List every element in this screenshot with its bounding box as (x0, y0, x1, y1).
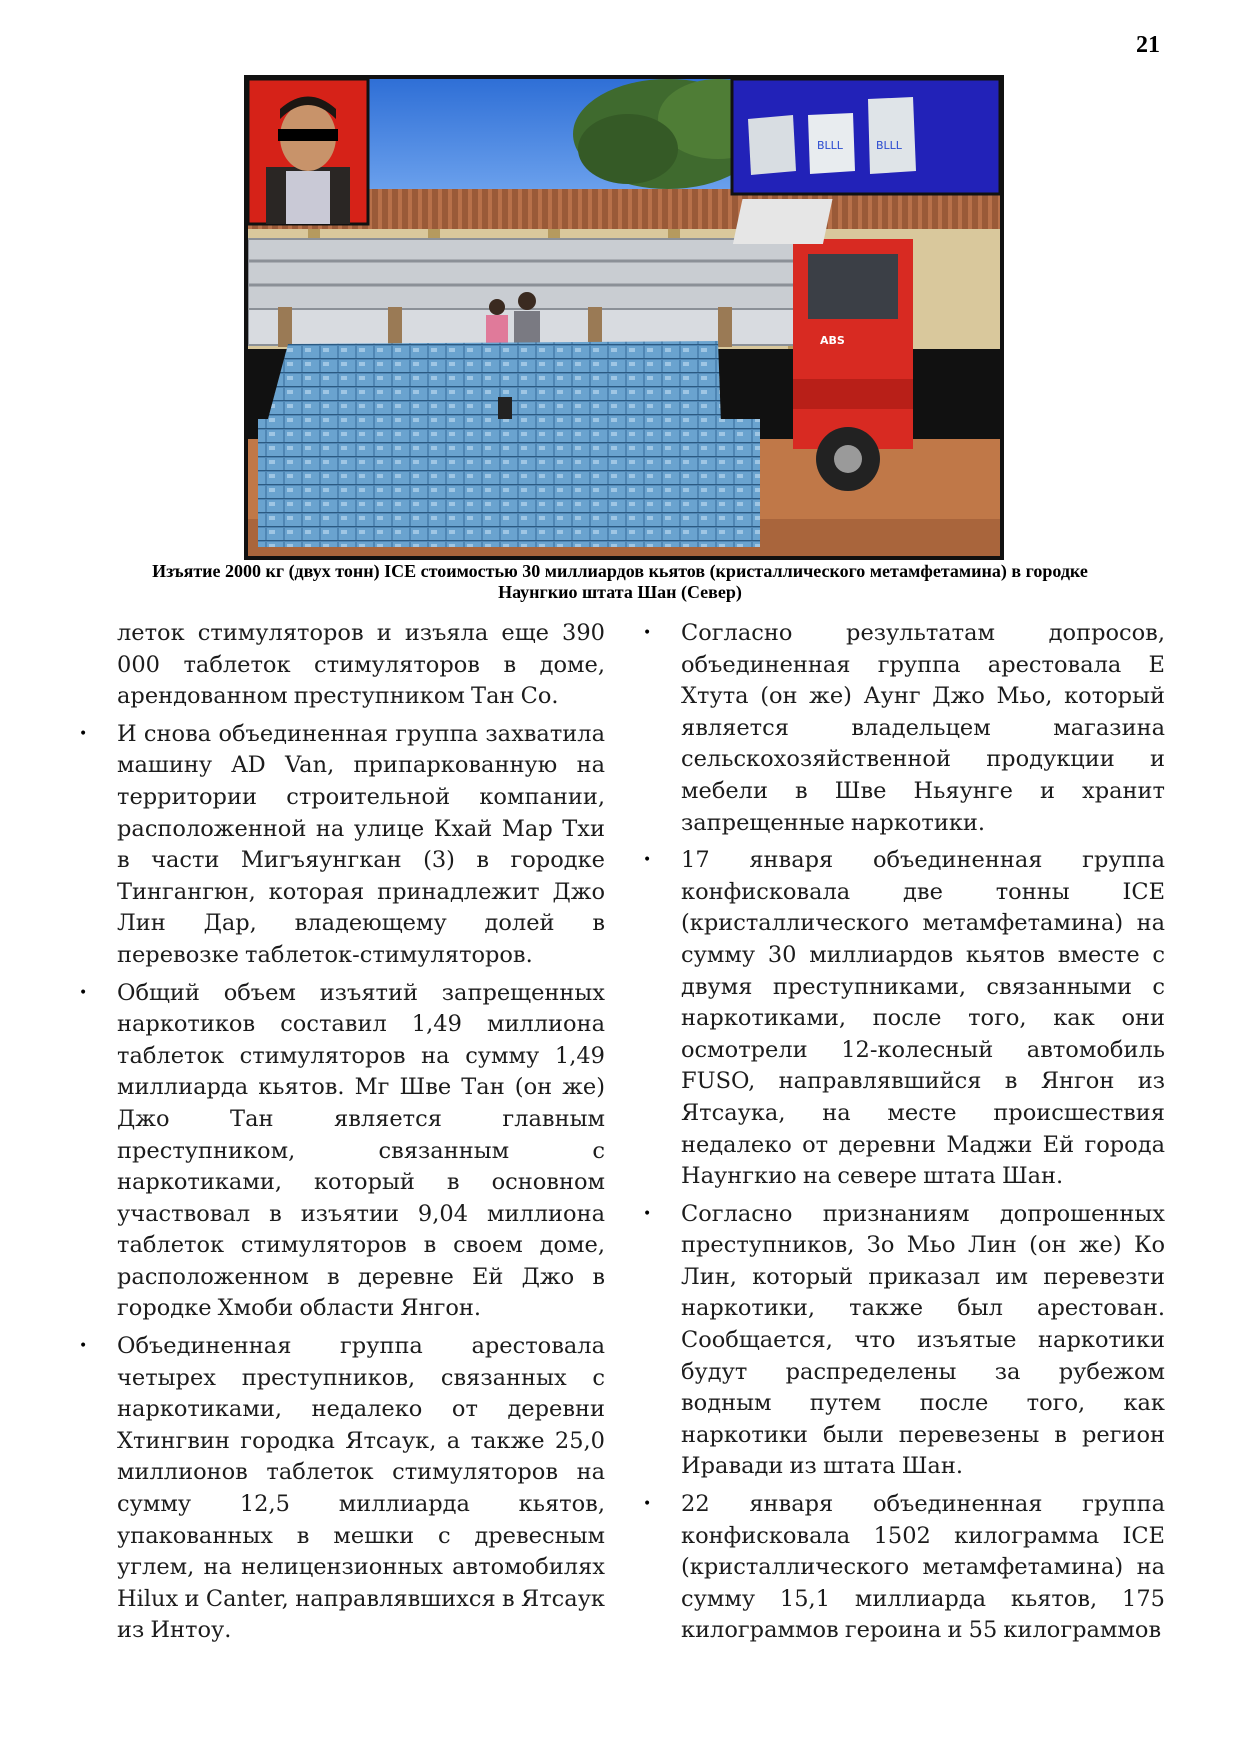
truck-logo: ABS (820, 334, 845, 347)
list-item (79, 978, 605, 1326)
list-item (79, 719, 605, 972)
package-label-2: BLLL (876, 139, 902, 152)
list-item (79, 1331, 605, 1647)
right-column (643, 618, 1165, 1653)
list-item-text: Согласно результатам допросов, объединенная группа арестовала Е Хтута (он же) Аунг Джо Мьо, который является владельцем магазина сельскохозяйственной продукции и мебели в Шве Ньяунге и хранит запрещенные наркотики. (681, 620, 1165, 836)
suspect-photo-inset (248, 79, 368, 224)
bullet-marker: • (643, 1496, 652, 1513)
bullet-marker: • (643, 852, 652, 869)
list-item (643, 1489, 1165, 1647)
list-item-text: Согласно признаниям допрошенных преступников, Зо Мьо Лин (он же) Ко Лин, который приказал им перевезти наркотики, также был арестован. Сообщается, что изъятые наркотики будут распределены за рубежом водным путем после того, как наркотики были перевезены в регион Иравади из штата Шан. (681, 1200, 1165, 1480)
list-item-text: И снова объединенная группа захватила машину AD Van, припаркованную на территории строительной компании, расположенной на улице Кхай Мар Тхи в части Мигъяунгкан (3) в городке Тингангюн, которая принадлежит Джо Лин Дар, владеющему долей в перевозке таблеток-стимуляторов. (117, 720, 605, 968)
bullet-marker: • (643, 625, 652, 641)
continuation-paragraph: леток стимуляторов и изъяла еще 390 000 таблеток стимуляторов в доме, арендованном преступником Тан Со. (117, 620, 605, 710)
list-item (643, 1199, 1165, 1483)
figure-caption: Изъятие 2000 кг (двух тонн) ICE стоимостью 30 миллиардов кьятов (кристаллического метамфетамина) в городке Наунгкио штата Шан (Север) (152, 561, 1088, 602)
list-item-text: Общий объем изъятий запрещенных наркотиков составил 1,49 миллиона таблеток стимуляторов на сумму 1,49 миллиарда кьятов. Мг Шве Тан (он же) Джо Тан является главным преступником, связанным с наркотиками, который в основном участвовал в изъятии 9,04 миллиона таблеток стимуляторов в своем доме, расположенном в деревне Ей Джо в городке Хмоби области Янгон. (117, 979, 605, 1322)
bullet-marker: • (79, 984, 88, 1001)
list-item (643, 618, 1165, 839)
bullet-marker: • (643, 1205, 652, 1222)
list-item-text: 22 января объединенная группа конфисковала 1502 килограмма ICE (кристаллического метамфетамина) на сумму 15,1 миллиарда кьятов, 175 килограммов героина и 55 килограммов (681, 1491, 1165, 1644)
left-column (79, 618, 605, 1653)
seizure-photo (244, 75, 1004, 560)
package-label-1: BLLL (817, 139, 843, 152)
drug-packages-inset (732, 79, 1000, 194)
list-item-text: Объединенная группа арестовала четырех преступников, связанных с наркотиками, недалеко от деревни Хтингвин городка Ятсаук, а также 25,0 миллионов таблеток стимуляторов на сумму 12,5 миллиарда кьятов, упакованных в мешки с древесным углем, на нелицензионных автомобилях Hilux и Canter, направлявшихся в Ятсаук из Интоу. (117, 1333, 605, 1644)
seized-packages (258, 341, 760, 547)
bullet-marker: • (79, 725, 88, 742)
bullet-marker: • (79, 1338, 88, 1355)
list-item (643, 845, 1165, 1193)
list-item-text: 17 января объединенная группа конфисковала две тонны ICE (кристаллического метамфетамина) на сумму 30 миллиардов кьятов вместе с двумя преступниками, связанными с наркотиками, после того, как они осмотрели 12-колесный автомобиль FUSO, направлявшийся в Янгон из Ятсаука, на месте происшествия недалеко от деревни Маджи Ей города Наунгкио на севере штата Шан. (681, 847, 1165, 1190)
page-number: 21 (1136, 32, 1160, 58)
